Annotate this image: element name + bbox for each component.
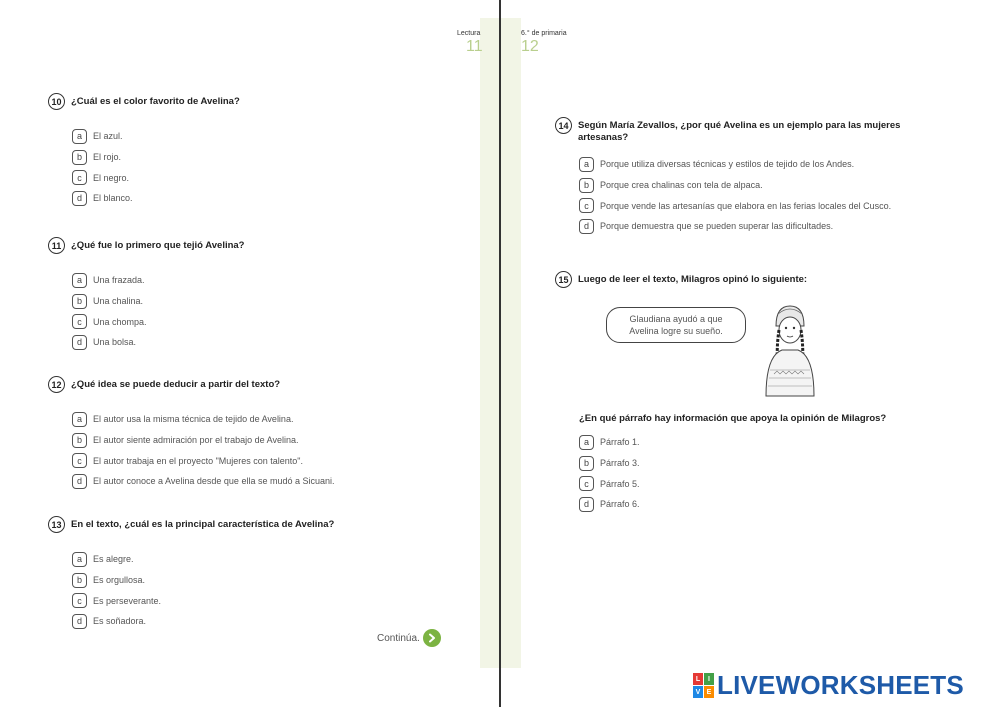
option-text: El autor trabaja en el proyecto "Mujeres con talento". [93,455,304,466]
liveworksheets-logo [693,670,964,701]
option-d[interactable] [72,188,240,209]
logo-badge-letter: L [693,673,703,685]
option-d[interactable] [72,471,335,492]
continue-label: Continúa. [377,632,420,644]
option-letter: a [72,552,87,567]
question-text [578,120,900,144]
option-b[interactable] [72,570,334,591]
question-number: 15 [555,271,572,288]
question-number: 10 [48,93,65,110]
option-text: El autor siente admiración por el trabajo de Avelina. [93,435,299,446]
question-text-line-2: artesanas? [578,132,629,143]
option-b[interactable] [579,175,900,196]
left-page-number: 11 [466,38,483,55]
option-b[interactable] [579,453,640,474]
option-b[interactable] [72,430,335,451]
continue-link[interactable] [377,629,441,647]
option-d[interactable] [72,611,334,632]
question-11 [48,240,245,353]
option-letter: d [579,497,594,512]
option-text: Porque utiliza diversas técnicas y estilos de tejido de los Andes. [600,159,855,170]
option-a[interactable] [579,154,900,175]
logo-badge-letter: I [704,673,714,685]
question-10 [48,96,240,209]
question-text: Luego de leer el texto, Milagros opinó lo siguiente: [578,274,808,285]
right-running-head: 6.° de primaria [521,30,567,37]
option-text: Porque vende las artesanías que elabora en las ferias locales del Cusco. [600,200,892,211]
option-c[interactable] [72,590,334,611]
question-12 [48,379,335,492]
option-text: Porque demuestra que se pueden superar las dificultades. [600,221,834,232]
option-text: Es orgullosa. [93,575,146,586]
logo-badge-letter: E [704,686,714,698]
option-c[interactable] [72,311,245,332]
question-text: En el texto, ¿cuál es la principal característica de Avelina? [71,519,335,530]
option-b[interactable] [72,291,245,312]
option-a[interactable] [72,549,334,570]
option-letter: a [579,435,594,450]
option-letter: b [72,433,87,448]
speech-line-1: Glaudiana ayudó a que [629,314,723,324]
option-c[interactable] [72,167,240,188]
option-b[interactable] [72,147,240,168]
page-spine [499,0,501,707]
option-letter: d [72,191,87,206]
logo-badge [693,673,714,698]
option-text: El autor conoce a Avelina desde que ella se mudó a Sicuani. [93,476,335,487]
speech-bubble [606,307,746,343]
left-running-head: Lectura [457,30,481,37]
option-a[interactable] [72,126,240,147]
question-number: 13 [48,516,65,533]
option-c[interactable] [72,450,335,471]
option-letter: c [72,453,87,468]
question-15 [555,274,807,288]
option-letter: c [579,198,594,213]
option-letter: c [72,314,87,329]
option-text: El negro. [93,172,130,183]
question-13 [48,519,334,632]
option-a[interactable] [579,432,640,453]
option-letter: d [579,219,594,234]
option-letter: a [72,412,87,427]
logo-text: LIVEWORKSHEETS [717,670,964,700]
option-text: El rojo. [93,152,122,163]
speech-line-2: Avelina logre su sueño. [629,326,723,336]
option-text: Porque crea chalinas con tela de alpaca. [600,180,763,191]
option-d[interactable] [579,494,640,515]
logo-badge-letter: V [693,686,703,698]
option-letter: a [72,129,87,144]
option-text: Es perseverante. [93,595,162,606]
option-letter: a [579,157,594,172]
option-text: Es alegre. [93,554,134,565]
question-text-line-1: Según María Zevallos, ¿por qué Avelina es un ejemplo para las mujeres [578,120,901,131]
sub-question-text: ¿En qué párrafo hay información que apoya la opinión de Milagros? [579,413,887,424]
question-number: 14 [555,117,572,134]
option-letter: b [579,456,594,471]
option-text: Una bolsa. [93,337,137,348]
option-text: El azul. [93,131,123,142]
option-letter: d [72,335,87,350]
option-text: Una frazada. [93,275,145,286]
option-d[interactable] [579,216,900,237]
option-text: El blanco. [93,193,133,204]
option-text: Párrafo 3. [600,458,640,469]
option-letter: c [579,476,594,491]
option-letter: a [72,273,87,288]
option-letter: b [579,178,594,193]
option-letter: b [72,294,87,309]
arrow-right-icon [423,629,441,647]
question-number: 11 [48,237,65,254]
option-letter: d [72,474,87,489]
option-a[interactable] [72,409,335,430]
option-c[interactable] [579,473,640,494]
option-text: Es soñadora. [93,616,147,627]
option-text: Una chalina. [93,296,144,307]
option-letter: c [72,170,87,185]
right-page-number: 12 [521,38,539,55]
question-15-options [579,432,640,515]
question-14 [555,120,900,237]
question-number: 12 [48,376,65,393]
option-letter: b [72,573,87,588]
option-text: Párrafo 6. [600,499,640,510]
option-c[interactable] [579,195,900,216]
option-text: Una chompa. [93,316,147,327]
option-text: Párrafo 1. [600,437,640,448]
option-letter: d [72,614,87,629]
option-d[interactable] [72,332,245,353]
option-letter: b [72,150,87,165]
option-text: El autor usa la misma técnica de tejido de Avelina. [93,414,294,425]
question-text: ¿Cuál es el color favorito de Avelina? [71,96,240,107]
question-text: ¿Qué idea se puede deducir a partir del texto? [71,379,281,390]
option-a[interactable] [72,270,245,291]
girl-illustration [748,300,832,403]
option-letter: c [72,593,87,608]
option-text: Párrafo 5. [600,478,640,489]
question-text: ¿Qué fue lo primero que tejió Avelina? [71,240,245,251]
